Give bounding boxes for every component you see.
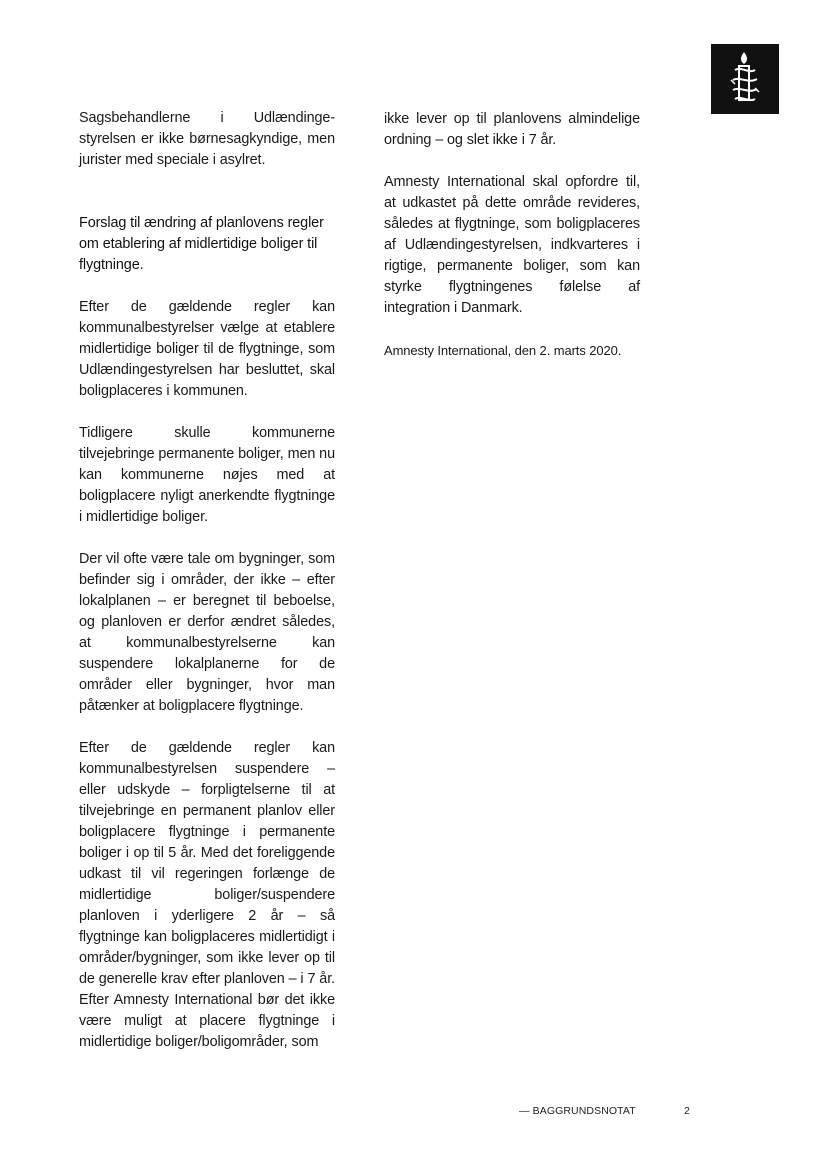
body-paragraph: Der vil ofte være tale om bygninger, som befinder sig i områder, der ikke – efter lokalplanen – er beregnet til beboelse, og planloven er derfor ændret således, at kommunalbestyrelserne kan suspendere lokalplanerne for de områder eller bygninger, hvor man påtænker at boligplacere flygtninge. bbox=[79, 551, 335, 714]
body-paragraph: Efter de gældende regler kan kommunalbestyrelser vælge at etablere midlertidige boliger til de flygtninge, som Udlændingestyrelsen har besluttet, skal boligplaceres i kommunen. bbox=[79, 299, 335, 399]
body-paragraph: Amnesty International skal opfordre til, at udkastet på dette område revideres, således at flygtninge, som boligplaceres af Udlændingestyrelsen, indkvarteres i rigtige, permanente boliger, som kan styrke flygtningenes følelse af integration i Danmark. bbox=[384, 174, 640, 316]
left-column bbox=[79, 108, 335, 1053]
signature-line: Amnesty International, den 2. marts 2020. bbox=[384, 343, 622, 358]
body-paragraph: Efter de gældende regler kan kommunalbestyrelsen suspendere – eller udskyde – forpligtelserne til at tilvejebringe en permanent planlov eller boligplacere flygtninge i permanente boliger i op til 5 år. Med det foreliggende udkast til vil regeringen forlænge de midlertidige boliger/suspendere planloven i yderligere 2 år – så flygtninge kan boligplaceres midlertidigt i områder/bygninger, som ikke lever op til de generelle krav efter planloven – i 7 år. Efter Amnesty International bør det ikke være muligt at placere flygtninge i midlertidige boliger/boligområder, som bbox=[79, 740, 335, 1050]
intro-paragraph: Sagsbehandlerne i Udlændinge-styrelsen er ikke børnesagkyndige, men jurister med speciale i asylret. bbox=[79, 110, 335, 168]
section-heading: Forslag til ændring af planlovens regler om etablering af midlertidige boliger til flygtninge. bbox=[79, 215, 324, 273]
amnesty-candle-icon bbox=[711, 44, 779, 114]
right-column bbox=[384, 109, 640, 361]
body-paragraph: Tidligere skulle kommunerne tilvejebringe permanente boliger, men nu kan kommunerne nøjes med at boligplacere nyligt anerkendte flygtninge i midlertidige boliger. bbox=[79, 425, 335, 525]
footer-label: — BAGGRUNDSNOTAT bbox=[519, 1105, 636, 1117]
page-number: 2 bbox=[684, 1105, 690, 1117]
body-paragraph: ikke lever op til planlovens almindelige ordning – og slet ikke i 7 år. bbox=[384, 111, 640, 148]
